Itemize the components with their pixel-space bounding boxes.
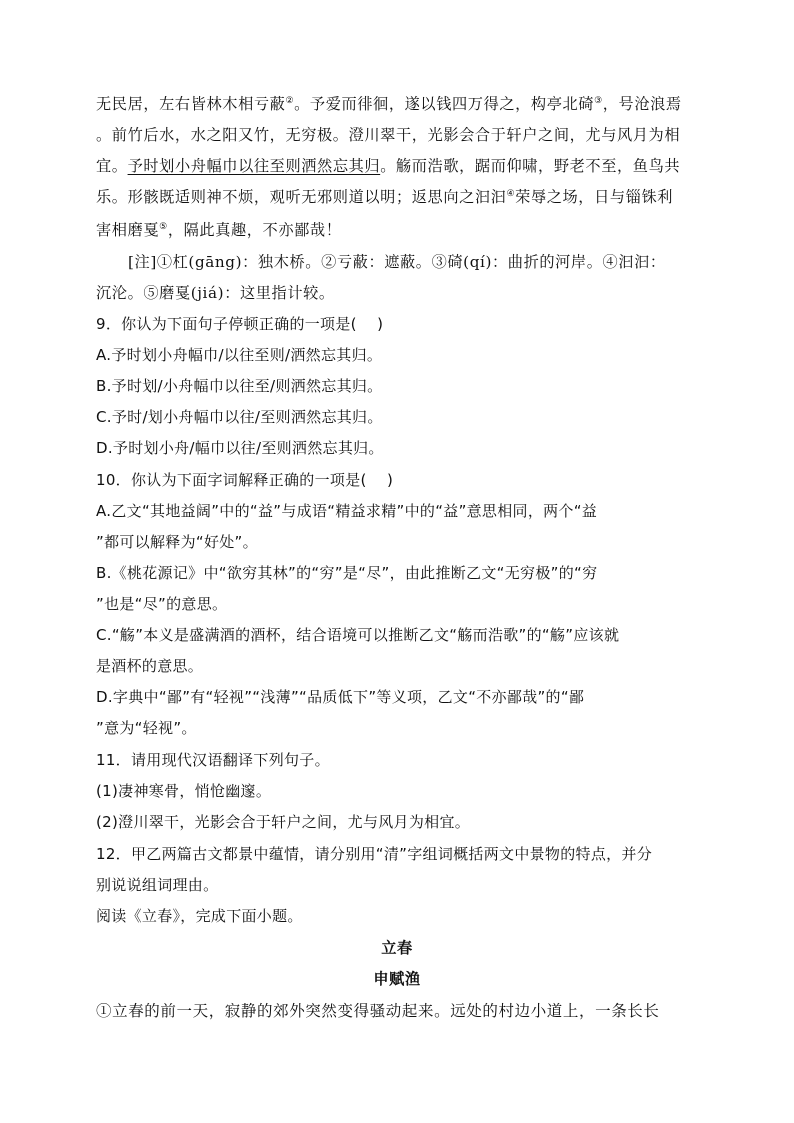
question-10-option-a-line-2: ”都可以解释为“好处”。 [96,533,258,551]
footnote-mark: ⑤ [159,221,168,232]
reading-instruction: 阅读《立春》，完成下面小题。 [96,907,303,925]
question-10-option-c-line-1: C.“觞”本义是盛满酒的酒杯，结合语境可以推断乙文“觞而浩歌”的“觞”应该就 [96,626,620,644]
annotation-line-1: [注]①杠(gāng)：独木桥。②亏蔽：遮蔽。③碕(qí)：曲折的河岸。④汩汩： [128,253,666,271]
question-11: 11．请用现代汉语翻译下列句子。 [96,751,330,769]
question-10-option-d-line-2: ”意为“轻视”。 [96,719,197,737]
passage-line-1: 无民居，左右皆林木相亏蔽②。予爱而徘徊，遂以钱四万得之，构亭北碕③，号沧浪焉 [96,95,682,113]
question-10-option-b-line-2: ”也是“尽”的意思。 [96,595,228,613]
question-10-option-a-line-1: A.乙文“其地益阔”中的“益”与成语“精益求精”中的“益”意思相同，两个“益 [96,502,598,520]
article-author: 申赋渔 [373,970,421,988]
passage-line-3: 宜。予时划小舟幅巾以往至则洒然忘其归。觞而浩歌，踞而仰啸，野老不至，鱼鸟共 [96,157,681,175]
footnote-mark: ② [285,95,295,106]
question-9-option-d: D.予时划小舟/幅巾以往/至则洒然忘其归。 [96,439,384,457]
passage-line-5: 害相磨戛⑤，隔此真趣，不亦鄙哉！ [96,221,342,239]
footnote-mark: ③ [594,95,603,106]
question-9-option-a: A.予时划小舟幅巾/以往至则/洒然忘其归。 [96,346,383,364]
question-9: 9．你认为下面句子停顿正确的一项是( ) [96,315,384,333]
footnote-mark: ④ [506,188,516,199]
question-9-option-b: B.予时划/小舟幅巾以往至/则洒然忘其归。 [96,377,383,395]
question-10: 10．你认为下面字词解释正确的一项是( ) [96,471,394,489]
question-12-line-1: 12．甲乙两篇古文都景中蕴情，请分别用“清”字组词概括两文中景物的特点，并分 [96,845,653,863]
question-11-item-1: (1)凄神寒骨，悄怆幽邃。 [96,782,272,800]
article-title: 立春 [381,939,413,957]
question-10-option-b-line-1: B.《桃花源记》中“欲穷其林”的“穷”是“尽”，由此推断乙文“无穷极”的“穷 [96,564,598,582]
question-11-item-2: (2)澄川翠干，光影会合于轩户之间，尤与风月为相宜。 [96,813,471,831]
article-paragraph-1: ①立春的前一天，寂静的郊外突然变得骚动起来。远处的村边小道上，一条长长 [96,1002,660,1020]
question-10-option-d-line-1: D.字典中“鄙”有“轻视”“浅薄”“品质低下”等义项，乙文“不亦鄙哉”的“鄙 [96,688,585,706]
passage-line-2: 。前竹后水，水之阳又竹，无穷极。澄川翠干，光影会合于轩户之间，尤与风月为相 [96,126,681,144]
passage-line-4: 乐。形骸既适则神不烦，观听无邪则道以明；返思向之汩汩④荣辱之场，日与锱铢利 [96,188,674,206]
question-12-line-2: 别说说组词理由。 [96,876,219,894]
question-10-option-c-line-2: 是酒杯的意思。 [96,657,204,675]
question-9-option-c: C.予时/划小舟幅巾以往/至则洒然忘其归。 [96,408,383,426]
annotation-line-2: 沉沦。⑤磨戛(jiá)：这里指计较。 [96,284,335,302]
underlined-sentence: 予时划小舟幅巾以往至则洒然忘其归 [127,157,381,175]
